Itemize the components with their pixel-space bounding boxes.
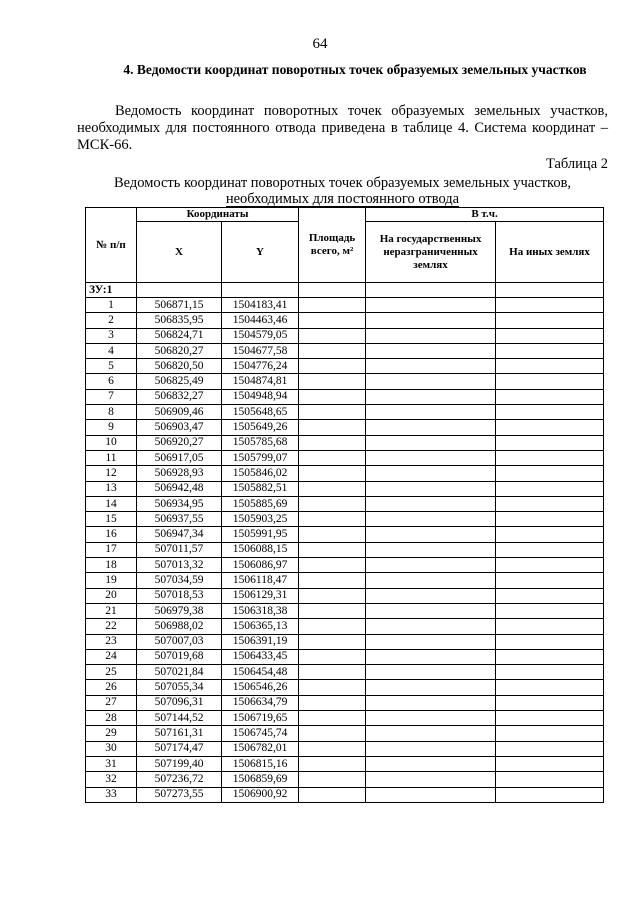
point-number: 12	[86, 466, 137, 481]
table-row	[86, 359, 604, 374]
other-lands-cell	[496, 741, 604, 756]
point-number: 23	[86, 634, 137, 649]
other-lands-cell	[496, 588, 604, 603]
header-area: Площадь всего, м²	[299, 208, 366, 283]
coord-x: 506832,27	[137, 389, 222, 404]
state-lands-cell	[366, 328, 496, 343]
state-lands-cell	[366, 298, 496, 313]
coord-y: 1506118,47	[222, 573, 299, 588]
other-lands-cell	[496, 450, 604, 465]
state-lands-cell	[366, 374, 496, 389]
state-lands-cell	[366, 573, 496, 588]
other-lands-cell	[496, 527, 604, 542]
area-cell	[299, 512, 366, 527]
table-caption-line2: необходимых для постоянного отвода	[225, 191, 460, 207]
header-y: Y	[222, 222, 299, 283]
coord-y: 1505846,02	[222, 466, 299, 481]
other-lands-cell	[496, 435, 604, 450]
point-number: 21	[86, 603, 137, 618]
other-lands-cell	[496, 328, 604, 343]
state-lands-cell	[366, 741, 496, 756]
table-row	[86, 756, 604, 771]
header-including: В т.ч.	[366, 208, 604, 222]
state-lands-cell	[366, 772, 496, 787]
table-row	[86, 787, 604, 802]
point-number: 20	[86, 588, 137, 603]
coord-y: 1505885,69	[222, 496, 299, 511]
section-title: 4. Ведомости координат поворотных точек образуемых земельных участков	[123, 62, 587, 77]
point-number: 33	[86, 787, 137, 802]
coord-y: 1506086,97	[222, 558, 299, 573]
area-cell	[299, 558, 366, 573]
table-row	[86, 405, 604, 420]
point-number: 11	[86, 450, 137, 465]
coord-x: 506903,47	[137, 420, 222, 435]
point-number: 8	[86, 405, 137, 420]
table-row	[86, 466, 604, 481]
coord-y: 1505648,65	[222, 405, 299, 420]
other-lands-cell	[496, 496, 604, 511]
coord-y: 1506900,92	[222, 787, 299, 802]
coord-y: 1506433,45	[222, 649, 299, 664]
other-lands-cell	[496, 542, 604, 557]
table-row	[86, 328, 604, 343]
coord-x: 506934,95	[137, 496, 222, 511]
table-row	[86, 481, 604, 496]
coord-x: 507018,53	[137, 588, 222, 603]
coord-y: 1504463,46	[222, 313, 299, 328]
area-cell	[299, 359, 366, 374]
state-lands-cell	[366, 680, 496, 695]
other-lands-cell	[496, 420, 604, 435]
area-cell	[299, 435, 366, 450]
area-cell	[299, 588, 366, 603]
table-row	[86, 496, 604, 511]
other-lands-cell	[496, 603, 604, 618]
point-number: 27	[86, 695, 137, 710]
point-number: 14	[86, 496, 137, 511]
state-lands-cell	[366, 711, 496, 726]
table-row	[86, 343, 604, 358]
coord-y: 1505903,25	[222, 512, 299, 527]
coord-y: 1504776,24	[222, 359, 299, 374]
coord-x: 507144,52	[137, 711, 222, 726]
coord-x: 507055,34	[137, 680, 222, 695]
coord-x: 506909,46	[137, 405, 222, 420]
point-number: 3	[86, 328, 137, 343]
point-number: 13	[86, 481, 137, 496]
coord-y: 1506745,74	[222, 726, 299, 741]
coord-x: 506835,95	[137, 313, 222, 328]
point-number: 29	[86, 726, 137, 741]
intro-paragraph: Ведомость координат поворотных точек образуемых земельных участков, необходимых для постоянного отвода приведена в таблице 4. Система координат – МСК-66.	[77, 103, 608, 153]
point-number: 22	[86, 619, 137, 634]
other-lands-cell	[496, 772, 604, 787]
area-cell	[299, 450, 366, 465]
other-lands-cell	[496, 558, 604, 573]
coord-x: 506937,55	[137, 512, 222, 527]
table-row	[86, 573, 604, 588]
other-lands-cell	[496, 619, 604, 634]
area-cell	[299, 405, 366, 420]
area-cell	[299, 298, 366, 313]
coord-y: 1505991,95	[222, 527, 299, 542]
other-lands-cell	[496, 695, 604, 710]
page-number: 64	[312, 36, 328, 52]
state-lands-cell	[366, 313, 496, 328]
other-lands-cell	[496, 298, 604, 313]
area-cell	[299, 420, 366, 435]
area-cell	[299, 374, 366, 389]
table-row	[86, 588, 604, 603]
area-cell	[299, 542, 366, 557]
coord-x: 506988,02	[137, 619, 222, 634]
header-num: № п/п	[86, 208, 137, 283]
coord-x: 506820,27	[137, 343, 222, 358]
area-cell	[299, 389, 366, 404]
table-row	[86, 512, 604, 527]
state-lands-cell	[366, 619, 496, 634]
other-lands-cell	[496, 481, 604, 496]
table-caption	[77, 175, 608, 207]
area-cell	[299, 619, 366, 634]
coord-y: 1504948,94	[222, 389, 299, 404]
coord-x: 507161,31	[137, 726, 222, 741]
other-lands-cell	[496, 726, 604, 741]
other-lands-cell	[496, 405, 604, 420]
coord-y: 1506088,15	[222, 542, 299, 557]
area-cell	[299, 573, 366, 588]
coord-y: 1506859,69	[222, 772, 299, 787]
coord-y: 1506719,65	[222, 711, 299, 726]
coord-y: 1506318,38	[222, 603, 299, 618]
other-lands-cell	[496, 680, 604, 695]
point-number: 24	[86, 649, 137, 664]
coord-x: 507007,03	[137, 634, 222, 649]
area-cell	[299, 726, 366, 741]
state-lands-cell	[366, 343, 496, 358]
table-row	[86, 542, 604, 557]
area-cell	[299, 603, 366, 618]
header-other-lands: На иных землях	[496, 222, 604, 283]
area-cell	[299, 756, 366, 771]
coord-y: 1506391,19	[222, 634, 299, 649]
coord-y: 1506546,26	[222, 680, 299, 695]
coord-x: 507236,72	[137, 772, 222, 787]
table-caption-line1: Ведомость координат поворотных точек образуемых земельных участков,	[113, 175, 572, 191]
other-lands-cell	[496, 649, 604, 664]
table-row	[86, 374, 604, 389]
coord-y: 1504874,81	[222, 374, 299, 389]
area-cell	[299, 680, 366, 695]
state-lands-cell	[366, 558, 496, 573]
state-lands-cell	[366, 665, 496, 680]
other-lands-cell	[496, 359, 604, 374]
other-lands-cell	[496, 374, 604, 389]
area-cell	[299, 772, 366, 787]
state-lands-cell	[366, 726, 496, 741]
coord-y: 1506782,01	[222, 741, 299, 756]
area-cell	[299, 481, 366, 496]
point-number: 28	[86, 711, 137, 726]
state-lands-cell	[366, 649, 496, 664]
area-cell	[299, 343, 366, 358]
area-cell	[299, 328, 366, 343]
point-number: 1	[86, 298, 137, 313]
coordinates-table	[85, 207, 604, 803]
table-row	[86, 680, 604, 695]
coord-x: 506871,15	[137, 298, 222, 313]
coord-x: 506928,93	[137, 466, 222, 481]
coord-x: 507034,59	[137, 573, 222, 588]
point-number: 16	[86, 527, 137, 542]
coord-y: 1504677,58	[222, 343, 299, 358]
point-number: 2	[86, 313, 137, 328]
other-lands-cell	[496, 512, 604, 527]
area-cell	[299, 741, 366, 756]
state-lands-cell	[366, 435, 496, 450]
coord-y: 1506129,31	[222, 588, 299, 603]
state-lands-cell	[366, 512, 496, 527]
coord-x: 507011,57	[137, 542, 222, 557]
point-number: 26	[86, 680, 137, 695]
table-row	[86, 695, 604, 710]
coord-y: 1505785,68	[222, 435, 299, 450]
state-lands-cell	[366, 389, 496, 404]
table-row	[86, 527, 604, 542]
coord-x: 507021,84	[137, 665, 222, 680]
coord-x: 506824,71	[137, 328, 222, 343]
table-row	[86, 435, 604, 450]
other-lands-cell	[496, 466, 604, 481]
area-cell	[299, 527, 366, 542]
state-lands-cell	[366, 787, 496, 802]
table-row	[86, 389, 604, 404]
point-number: 6	[86, 374, 137, 389]
area-cell	[299, 313, 366, 328]
table-row	[86, 450, 604, 465]
coord-y: 1506634,79	[222, 695, 299, 710]
table-row	[86, 665, 604, 680]
other-lands-cell	[496, 313, 604, 328]
table-label: Таблица 2	[545, 156, 608, 172]
other-lands-cell	[496, 711, 604, 726]
other-lands-cell	[496, 573, 604, 588]
table-row	[86, 603, 604, 618]
area-cell	[299, 649, 366, 664]
point-number: 4	[86, 343, 137, 358]
table-row	[86, 634, 604, 649]
point-number: 17	[86, 542, 137, 557]
coord-x: 506917,05	[137, 450, 222, 465]
state-lands-cell	[366, 481, 496, 496]
table-row	[86, 619, 604, 634]
coord-x: 506947,34	[137, 527, 222, 542]
point-number: 19	[86, 573, 137, 588]
coord-x: 507019,68	[137, 649, 222, 664]
coord-y: 1506815,16	[222, 756, 299, 771]
coord-x: 506979,38	[137, 603, 222, 618]
table-row	[86, 711, 604, 726]
area-cell	[299, 695, 366, 710]
table-row	[86, 741, 604, 756]
coord-x: 506825,49	[137, 374, 222, 389]
point-number: 10	[86, 435, 137, 450]
state-lands-cell	[366, 756, 496, 771]
area-cell	[299, 665, 366, 680]
coord-y: 1505799,07	[222, 450, 299, 465]
coord-x: 507174,47	[137, 741, 222, 756]
table-row	[86, 298, 604, 313]
table-row	[86, 649, 604, 664]
point-number: 9	[86, 420, 137, 435]
table-row	[86, 772, 604, 787]
area-cell	[299, 466, 366, 481]
coord-x: 506920,27	[137, 435, 222, 450]
point-number: 32	[86, 772, 137, 787]
coord-x: 507096,31	[137, 695, 222, 710]
coord-x: 506820,50	[137, 359, 222, 374]
coord-y: 1504183,41	[222, 298, 299, 313]
coord-x: 507273,55	[137, 787, 222, 802]
state-lands-cell	[366, 542, 496, 557]
coord-y: 1505882,51	[222, 481, 299, 496]
table-row	[86, 558, 604, 573]
state-lands-cell	[366, 405, 496, 420]
point-number: 30	[86, 741, 137, 756]
other-lands-cell	[496, 756, 604, 771]
area-cell	[299, 711, 366, 726]
coord-x: 507013,32	[137, 558, 222, 573]
area-cell	[299, 787, 366, 802]
state-lands-cell	[366, 450, 496, 465]
point-number: 25	[86, 665, 137, 680]
point-number: 7	[86, 389, 137, 404]
other-lands-cell	[496, 787, 604, 802]
state-lands-cell	[366, 466, 496, 481]
other-lands-cell	[496, 343, 604, 358]
header-state-lands: На государственных неразграниченных землях	[366, 222, 496, 283]
area-cell	[299, 634, 366, 649]
point-number: 5	[86, 359, 137, 374]
other-lands-cell	[496, 389, 604, 404]
state-lands-cell	[366, 588, 496, 603]
other-lands-cell	[496, 665, 604, 680]
coord-x: 507199,40	[137, 756, 222, 771]
coord-y: 1504579,05	[222, 328, 299, 343]
coord-y: 1505649,26	[222, 420, 299, 435]
state-lands-cell	[366, 634, 496, 649]
point-number: 15	[86, 512, 137, 527]
group-row	[86, 283, 604, 298]
state-lands-cell	[366, 695, 496, 710]
header-coordinates: Координаты	[137, 208, 299, 222]
area-cell	[299, 496, 366, 511]
point-number: 31	[86, 756, 137, 771]
header-x: X	[137, 222, 222, 283]
state-lands-cell	[366, 527, 496, 542]
table-row	[86, 726, 604, 741]
table-row	[86, 420, 604, 435]
table-row	[86, 313, 604, 328]
state-lands-cell	[366, 359, 496, 374]
state-lands-cell	[366, 420, 496, 435]
group-label: ЗУ:1	[86, 283, 137, 298]
coord-x: 506942,48	[137, 481, 222, 496]
other-lands-cell	[496, 634, 604, 649]
coord-y: 1506454,48	[222, 665, 299, 680]
point-number: 18	[86, 558, 137, 573]
coord-y: 1506365,13	[222, 619, 299, 634]
state-lands-cell	[366, 496, 496, 511]
state-lands-cell	[366, 603, 496, 618]
